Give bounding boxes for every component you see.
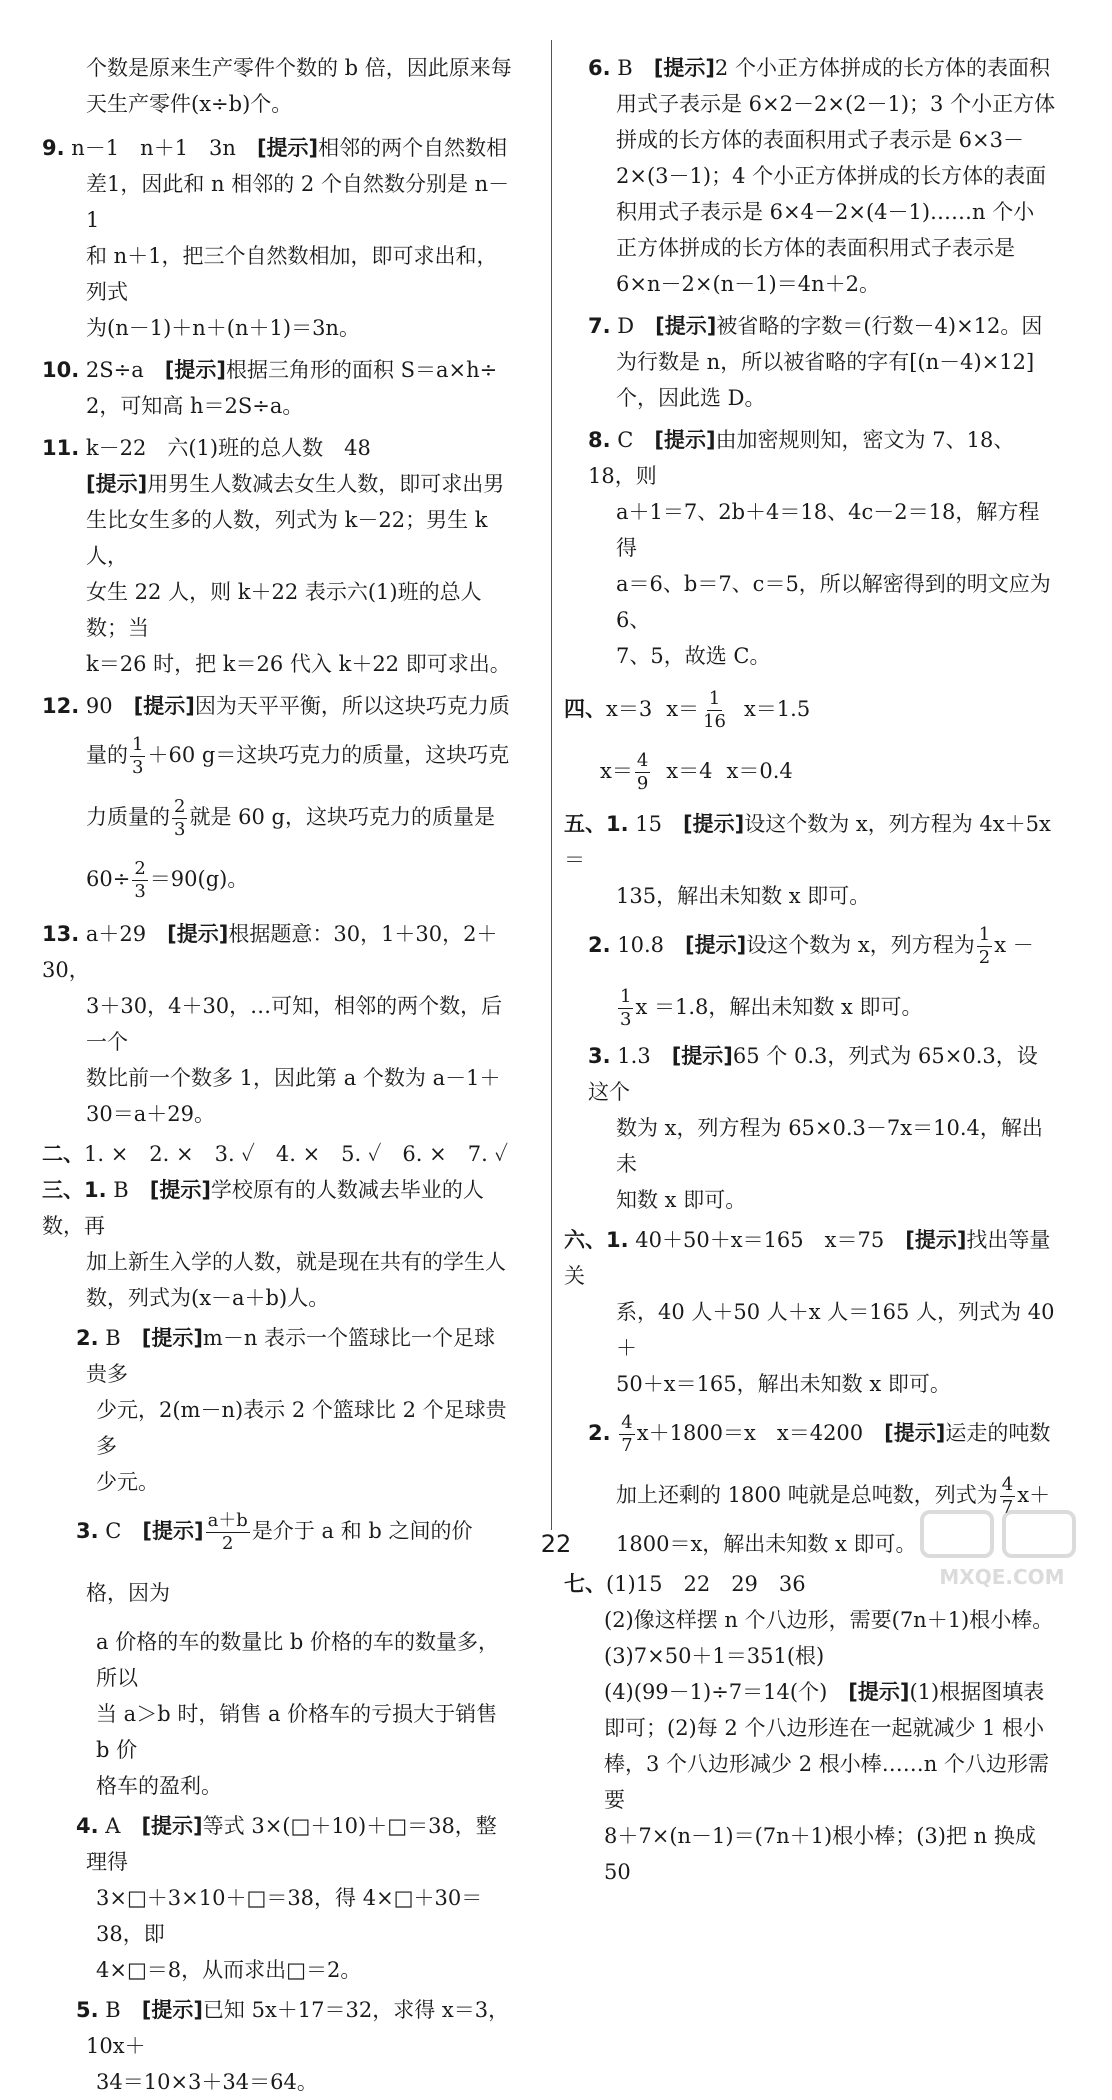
s5q3-line [588, 1038, 1058, 1110]
q12-hint-line [42, 786, 512, 848]
s3q1-answer: B [113, 1178, 129, 1202]
s4-text: x＝ [666, 697, 700, 721]
s3q2-hint: m－n 表示一个篮球比一个足球贵多 [86, 1326, 496, 1386]
q8-hint-line: 7、5，故选 C。 [616, 644, 771, 668]
q11-hint: 用男生人数减去女生人数，即可求出男 [147, 472, 505, 496]
q10-hint-line: 2，可知高 h＝2S÷a。 [86, 394, 304, 418]
s5q2-hint-line [588, 976, 1058, 1038]
q12-text: 力质量的 [86, 805, 170, 829]
fraction-numerator: 2 [134, 858, 146, 879]
q7-hint: 被省略的字数＝(行数－4)×12。因 [716, 314, 1043, 338]
hint-tag: [提示] [142, 1519, 204, 1543]
fraction-numerator: 4 [621, 1412, 633, 1433]
hint-tag: [提示] [141, 1998, 203, 2022]
s3q4-hint-line: 4×□＝8，从而求出□＝2。 [96, 1958, 362, 1982]
s6q2-text: 加上还剩的 1800 吨就是总吨数，列式为 [616, 1483, 998, 1507]
q12-text: 就是 60 g，这块巧克力的质量是 [189, 805, 495, 829]
hint-tag: [提示] [685, 933, 747, 957]
page-number: 22 [540, 1530, 572, 1558]
s3q2-answer: B [105, 1326, 121, 1350]
s6q1-label: 1. [606, 1228, 629, 1252]
s3q5-label: 5. [76, 1998, 99, 2022]
right-column [564, 50, 1058, 1890]
fraction-numerator: 4 [1001, 1474, 1014, 1495]
s3q5-answer: B [105, 1998, 121, 2022]
s5q2-line [588, 914, 1058, 976]
section-4-label: 四、 [564, 697, 606, 721]
fraction [130, 734, 145, 779]
s5q2-answer: 10.8 [617, 933, 665, 957]
s6q2-line [588, 1402, 1058, 1464]
s3q4-hint: 等式 3×(□＋10)＋□＝38，整理得 [86, 1814, 497, 1874]
q11-hint-line [42, 466, 512, 502]
q11-hint-line: 生比女生多的人数，列式为 k－22；男生 k 人， [86, 508, 488, 568]
q12-hint-line [42, 724, 512, 786]
q7-line [588, 308, 1058, 344]
s3q5-line [42, 1992, 512, 2064]
s6q2-answer: x＋1800＝x x＝4200 [636, 1421, 864, 1445]
hint-tag: [提示] [683, 812, 745, 836]
hint-tag: [提示] [654, 428, 716, 452]
q10-line [42, 352, 512, 388]
s3q4-line [42, 1808, 512, 1880]
q9-hint-line: 为(n－1)＋n＋(n＋1)＝3n。 [86, 316, 360, 340]
q9-answer: n－1 n＋1 3n [71, 136, 236, 160]
q6-hint-line: 积用式子表示是 6×4－2×(4－1)……n 个小 [616, 200, 1035, 224]
section-6-label: 六、 [564, 1228, 606, 1252]
section-2-answers: 1. × 2. × 3. ✓ 4. × 5. ✓ 6. × 7. ✓ [84, 1142, 508, 1166]
s5q2-label: 2. [588, 933, 611, 957]
fraction-numerator: 2 [174, 796, 186, 817]
s3q1-hint-line: 加上新生入学的人数，就是现在共有的学生人 [86, 1250, 506, 1274]
fraction-denominator: 9 [636, 773, 649, 794]
q6-hint-line: 2×(3－1)；4 个小正方体拼成的长方体的表面 [616, 164, 1047, 188]
s5q2-text: x － [994, 933, 1034, 957]
s3q4-label: 4. [76, 1814, 99, 1838]
q7-label: 7. [588, 314, 611, 338]
q6-hint-line: 用式子表示是 6×2－2×(2－1)；3 个小正方体 [616, 92, 1056, 116]
s6q2-hint: 运走的吨数 [945, 1421, 1051, 1445]
q8-label: 8. [588, 428, 611, 452]
hint-tag: [提示] [141, 1814, 203, 1838]
s3q5-hint-line: 34＝10×3＋34＝64。 [96, 2070, 318, 2094]
q11-hint-line: k＝26 时，把 k＝26 代入 k＋22 即可求出。 [86, 652, 511, 676]
s3q2-hint-line: 少元。 [96, 1470, 159, 1494]
section-6-q1-line [564, 1222, 1058, 1294]
s5q3-hint: 65 个 0.3，列式为 65×0.3，设这个 [588, 1044, 1038, 1104]
q12-hint-line [42, 848, 512, 910]
fraction-numerator: 4 [636, 750, 649, 771]
section-4-line [588, 740, 1058, 802]
s6q1-hint: 找出等量关 [564, 1228, 1051, 1288]
q10-hint: 根据三角形的面积 S＝a×h÷ [225, 358, 498, 382]
s5q1-hint: 设这个数为 x，列方程为 4x＋5x＝ [564, 812, 1051, 872]
s6q2-label: 2. [588, 1421, 611, 1445]
fraction-numerator: 1 [132, 734, 144, 755]
section-3-q1-line [42, 1172, 512, 1244]
q12-hint: 因为天平平衡，所以这块巧克力质 [194, 694, 510, 718]
q8-hint-line: a＋1＝7、2b＋4＝18、4c－2＝18，解方程得 [616, 500, 1040, 560]
s7-line: 即可；(2)每 2 个八边形连在一起就减少 1 根小 [604, 1716, 1045, 1740]
s7-line: (3)7×50＋1＝351(根) [604, 1644, 825, 1668]
q8-line [588, 422, 1058, 494]
s3q2-hint-line: 少元，2(m－n)表示 2 个篮球比 2 个足球贵多 [96, 1398, 507, 1458]
hint-tag: [提示] [86, 472, 148, 496]
s3q1-label: 1. [84, 1178, 107, 1202]
s4-text: x＝ [600, 759, 633, 783]
q13-hint: 根据题意：30，1＋30，2＋30， [42, 922, 498, 982]
section-2-line [42, 1136, 512, 1172]
q6-hint-line: 拼成的长方体的表面积用式子表示是 6×3－ [616, 128, 1024, 152]
q13-hint-line: 数比前一个数多 1，因此第 a 个数为 a－1＋ [86, 1066, 501, 1090]
hint-tag: [提示] [655, 314, 717, 338]
s3q3-answer: C [105, 1519, 122, 1543]
q12-text: 60÷ [86, 867, 131, 891]
continuation-line: 天生产零件(x÷b)个。 [86, 92, 293, 116]
q13-hint-line: 3＋30，4＋30，…可知，相邻的两个数，后一个 [86, 994, 503, 1054]
left-column [42, 50, 512, 2100]
fraction-denominator: 3 [132, 757, 144, 778]
hint-tag: [提示] [905, 1228, 967, 1252]
q11-label: 11. [42, 436, 80, 460]
hint-tag: [提示] [653, 56, 715, 80]
q13-line [42, 916, 512, 988]
s4-answer: x＝0.4 [726, 759, 793, 783]
q10-answer: 2S÷a [85, 358, 144, 382]
s5q3-hint-line: 数为 x，列方程为 65×0.3－7x＝10.4，解出未 [616, 1116, 1043, 1176]
section-4-line [564, 678, 1058, 740]
s7-text: (1)根据图填表 [909, 1680, 1045, 1704]
s6q1-hint-line: 50＋x＝165，解出未知数 x 即可。 [616, 1372, 951, 1396]
fraction [619, 1412, 634, 1457]
section-2-label: 二、 [42, 1142, 84, 1166]
q7-hint-line: 为行数是 n，所以被省略的字有[(n－4)×12] [616, 350, 1035, 374]
s5q3-answer: 1.3 [617, 1044, 651, 1068]
s3q3-hint-line: 格车的盈利。 [96, 1774, 222, 1798]
q13-hint-line: 30＝a＋29。 [86, 1102, 215, 1126]
s7-line: (2)像这样摆 n 个八边形，需要(7n＋1)根小棒。 [604, 1608, 1054, 1632]
s4-answer: x＝4 [666, 759, 713, 783]
s5q2-text: x ＝1.8，解出未知数 x 即可。 [635, 995, 923, 1019]
q6-label: 6. [588, 56, 611, 80]
continuation-line: 个数是原来生产零件个数的 b 倍，因此原来每 [86, 56, 512, 80]
q9-hint-line: 和 n＋1，把三个自然数相加，即可求出和，列式 [86, 244, 498, 304]
q12-line [42, 688, 512, 724]
hint-tag: [提示] [164, 358, 226, 382]
s3q1-hint: 学校原有的人数减去毕业的人数，再 [42, 1178, 484, 1238]
fraction-denominator: 2 [978, 947, 991, 968]
q9-hint: 相邻的两个自然数相 [318, 136, 508, 160]
s3q3-label: 3. [76, 1519, 99, 1543]
s5q1-answer: 15 [635, 812, 663, 836]
fraction-denominator: 3 [620, 1009, 632, 1030]
s7-line: 棒，3 个八边形减少 2 根小棒……n 个八边形需要 [604, 1752, 1049, 1812]
q6-hint-line: 正方体拼成的长方体的表面积用式子表示是 [616, 236, 1015, 260]
s6q2-hint-line: 1800＝x，解出未知数 x 即可。 [616, 1532, 917, 1556]
section-5-q1-line [564, 806, 1058, 878]
section-3-label: 三、 [42, 1178, 84, 1202]
hint-tag: [提示] [848, 1680, 910, 1704]
s4-answer: x＝1.5 [743, 697, 811, 721]
s4-answer: x＝3 [606, 697, 653, 721]
q7-hint-line: 个，因此选 D。 [616, 386, 766, 410]
q13-answer: a＋29 [85, 922, 147, 946]
s5q2-hint: 设这个数为 x，列方程为 [746, 933, 975, 957]
fraction-numerator: 1 [620, 986, 632, 1007]
s7-line [588, 1674, 1058, 1710]
fraction-denominator: 7 [1001, 1497, 1014, 1518]
watermark-logo [912, 1504, 1092, 1594]
q11-hint-line: 女生 22 人，则 k＋22 表示六(1)班的总人数；当 [86, 580, 482, 640]
s6q1-answer: 40＋50＋x＝165 x＝75 [635, 1228, 885, 1252]
hint-tag: [提示] [133, 694, 195, 718]
s6q2-text: x＋ [1017, 1483, 1051, 1507]
section-7-label: 七、 [564, 1572, 606, 1596]
q9-label: 9. [42, 136, 65, 160]
q9-line [42, 130, 512, 166]
s7-line: 8＋7×(n－1)＝(7n＋1)根小棒；(3)把 n 换成 50 [604, 1824, 1036, 1884]
q12-text: 量的 [86, 743, 128, 767]
fraction-numerator: a＋b [207, 1510, 248, 1531]
s3q1-hint-line: 数，列式为(x－a＋b)人。 [86, 1286, 330, 1310]
hint-tag: [提示] [149, 1178, 211, 1202]
s3q3-hint: 是介于 a 和 b 之间的价格，因为 [86, 1519, 473, 1605]
s5q3-hint-line: 知数 x 即可。 [616, 1188, 747, 1212]
s7-answer: (1)15 22 29 36 [606, 1572, 806, 1596]
s7-text: (4)(99－1)÷7＝14(个) [604, 1680, 828, 1704]
q12-answer: 90 [85, 694, 113, 718]
q11-answer: k－22 六(1)班的总人数 48 [85, 436, 371, 460]
column-divider [551, 40, 552, 1530]
q6-line [588, 50, 1058, 86]
q8-hint-line: a＝6、b＝7、c＝5，所以解密得到的明文应为 6、 [616, 572, 1051, 632]
fraction [635, 750, 650, 795]
fraction [977, 924, 992, 969]
q6-hint-line: 6×n－2×(n－1)＝4n＋2。 [616, 272, 880, 296]
s3q2-line [42, 1320, 512, 1392]
hint-tag: [提示] [141, 1326, 203, 1350]
s3q4-answer: A [105, 1814, 121, 1838]
watermark-text: MXQE.COM [939, 1565, 1065, 1589]
q13-label: 13. [42, 922, 80, 946]
q8-answer: C [617, 428, 634, 452]
s5q1-label: 1. [606, 812, 629, 836]
q7-answer: D [617, 314, 635, 338]
s3q3-hint-line: a 价格的车的数量比 b 价格的车的数量多，所以 [96, 1630, 499, 1690]
s4-answer [666, 678, 730, 740]
fraction-denominator: 3 [134, 881, 146, 902]
s5q1-hint-line: 135，解出未知数 x 即可。 [616, 884, 871, 908]
fraction-denominator: 7 [621, 1435, 633, 1456]
hint-tag: [提示] [256, 136, 319, 160]
fraction [701, 688, 728, 733]
fraction [172, 796, 187, 841]
q8-hint: 由加密规则知，密文为 7、18、18，则 [588, 428, 1015, 488]
fraction-denominator: 2 [221, 1533, 234, 1554]
fraction [132, 858, 147, 903]
fraction-numerator: 1 [708, 688, 721, 709]
q6-answer: B [617, 56, 633, 80]
s3q5-hint: 已知 5x＋17＝32，求得 x＝3，10x＋ [86, 1998, 510, 2058]
q12-label: 12. [42, 694, 80, 718]
s3q4-hint-line: 3×□＋3×10＋□＝38，得 4×□＋30＝38，即 [96, 1886, 483, 1946]
fraction-numerator: 1 [978, 924, 991, 945]
hint-tag: [提示] [884, 1421, 946, 1445]
q6-hint: 2 个小正方体拼成的长方体的表面积 [714, 56, 1050, 80]
q12-text: ＝90(g)。 [149, 867, 249, 891]
hint-tag: [提示] [671, 1044, 733, 1068]
s3q2-label: 2. [76, 1326, 99, 1350]
s3q3-line [42, 1500, 512, 1624]
s4-answer [600, 740, 652, 802]
hint-tag: [提示] [167, 922, 229, 946]
fraction-denominator: 16 [703, 711, 726, 732]
s6q1-hint-line: 系，40 人＋50 人＋x 人＝165 人，列式为 40＋ [616, 1300, 1055, 1360]
fraction-denominator: 3 [174, 819, 186, 840]
s5q3-label: 3. [588, 1044, 611, 1068]
q9-hint-line: 差1，因此和 n 相邻的 2 个自然数分别是 n－1 [86, 172, 510, 232]
s3q3-hint-line: 当 a＞b 时，销售 a 价格车的亏损大于销售 b 价 [96, 1702, 498, 1762]
q12-text: ＋60 g＝这块巧克力的质量，这块巧克 [147, 743, 510, 767]
q10-label: 10. [42, 358, 80, 382]
section-5-label: 五、 [564, 812, 606, 836]
fraction [618, 986, 633, 1031]
q11-line [42, 430, 512, 466]
